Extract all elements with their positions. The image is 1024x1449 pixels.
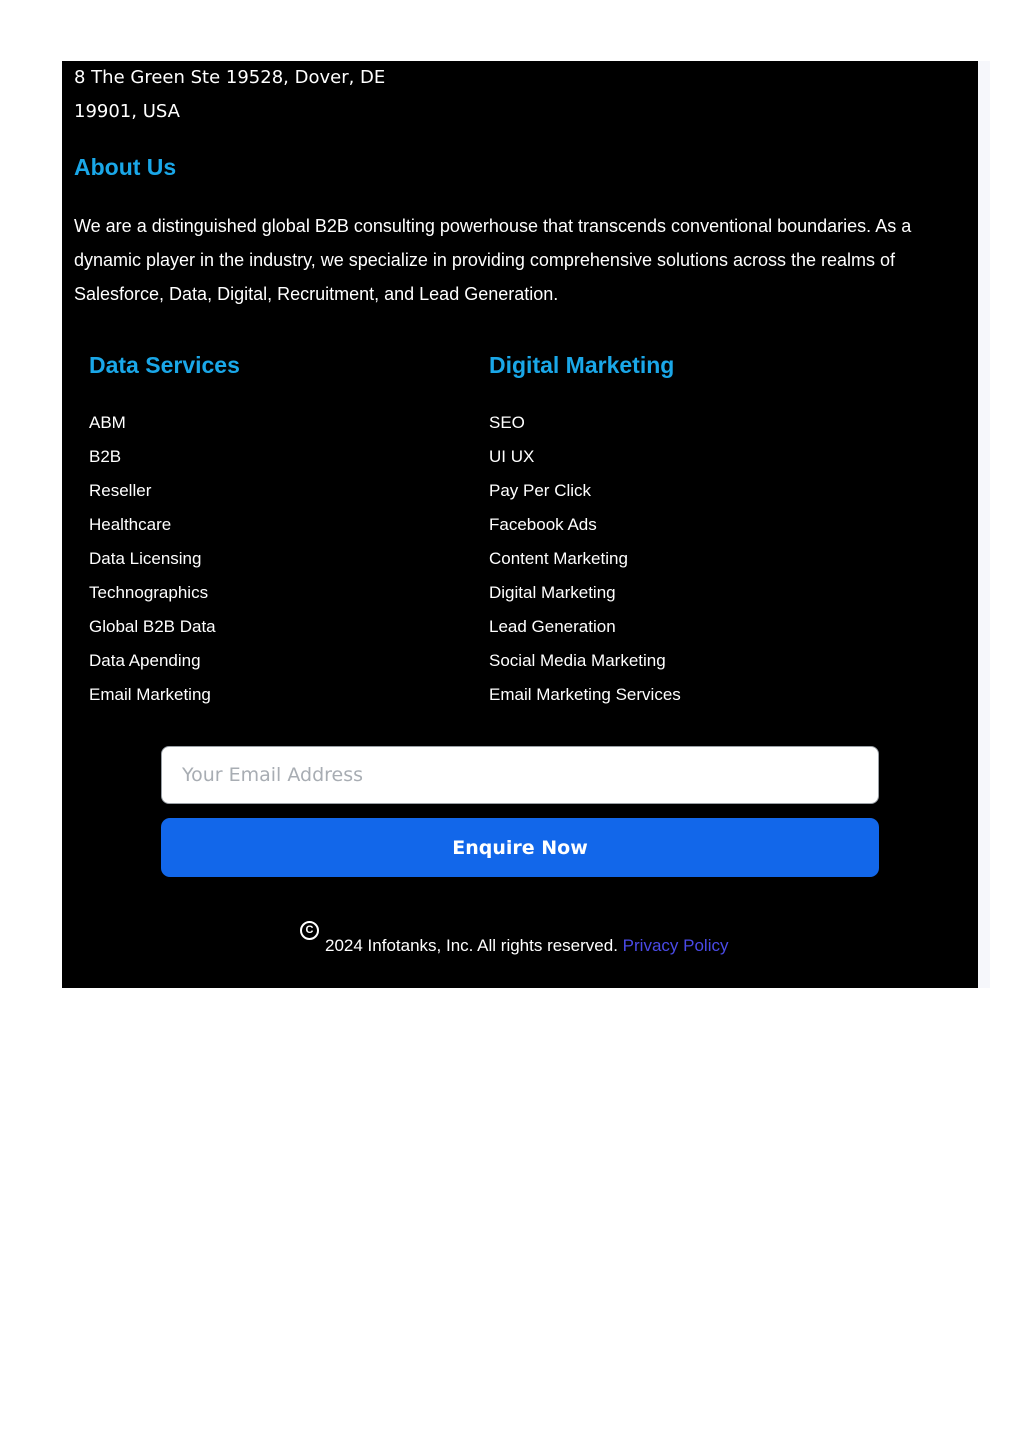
- data-services-column: [89, 347, 469, 704]
- address-line-2: 19901, USA: [74, 101, 180, 122]
- digital-marketing-item-pay-per-click[interactable]: Pay Per Click: [489, 481, 592, 500]
- page-scroll-strip: [978, 61, 990, 988]
- data-services-heading: Data Services: [89, 352, 240, 378]
- copyright-line: [325, 935, 728, 957]
- digital-marketing-item-content-marketing[interactable]: Content Marketing: [489, 549, 628, 568]
- data-services-item-abm[interactable]: ABM: [89, 413, 126, 432]
- digital-marketing-item-ui-ux[interactable]: UI UX: [489, 447, 535, 466]
- enquire-now-button[interactable]: Enquire Now: [161, 818, 879, 877]
- digital-marketing-item-seo[interactable]: SEO: [489, 413, 525, 432]
- digital-marketing-item-lead-generation[interactable]: Lead Generation: [489, 617, 616, 636]
- digital-marketing-heading: Digital Marketing: [489, 352, 675, 378]
- copyright-notice: [300, 921, 780, 961]
- copyright-text: 2024 Infotanks, Inc. All rights reserved.: [325, 936, 618, 955]
- data-services-item-healthcare[interactable]: Healthcare: [89, 515, 172, 534]
- data-services-item-data-licensing[interactable]: Data Licensing: [89, 549, 202, 568]
- digital-marketing-item-email-marketing-services[interactable]: Email Marketing Services: [489, 685, 681, 704]
- address-line-1: 8 The Green Ste 19528, Dover, DE: [74, 67, 386, 88]
- digital-marketing-item-facebook-ads[interactable]: Facebook Ads: [489, 515, 597, 534]
- company-address: [74, 61, 385, 129]
- privacy-policy-link[interactable]: Privacy Policy: [622, 936, 729, 955]
- data-services-item-technographics[interactable]: Technographics: [89, 583, 209, 602]
- site-footer: [62, 61, 978, 988]
- data-services-item-global-b2b-data[interactable]: Global B2B Data: [89, 617, 216, 636]
- data-services-list: [89, 406, 216, 712]
- data-services-item-b2b[interactable]: B2B: [89, 447, 122, 466]
- digital-marketing-item-social-media-marketing[interactable]: Social Media Marketing: [489, 651, 666, 670]
- digital-marketing-column: [489, 347, 909, 704]
- data-services-item-email-marketing[interactable]: Email Marketing: [89, 685, 211, 704]
- about-us-heading: About Us: [74, 154, 177, 180]
- email-input[interactable]: [161, 746, 879, 804]
- digital-marketing-item-digital-marketing[interactable]: Digital Marketing: [489, 583, 616, 602]
- about-us-text: We are a distinguished global B2B consulting powerhouse that transcends conventional boundaries. As a dynamic player in the industry, we specialize in providing comprehensive solutions across the realms of Salesforce, Data, Digital, Recruitment, and Lead Generation.: [74, 216, 912, 304]
- copyright-icon: C: [300, 921, 319, 940]
- data-services-item-data-apending[interactable]: Data Apending: [89, 651, 201, 670]
- data-services-item-reseller[interactable]: Reseller: [89, 481, 152, 500]
- digital-marketing-list: [489, 406, 681, 712]
